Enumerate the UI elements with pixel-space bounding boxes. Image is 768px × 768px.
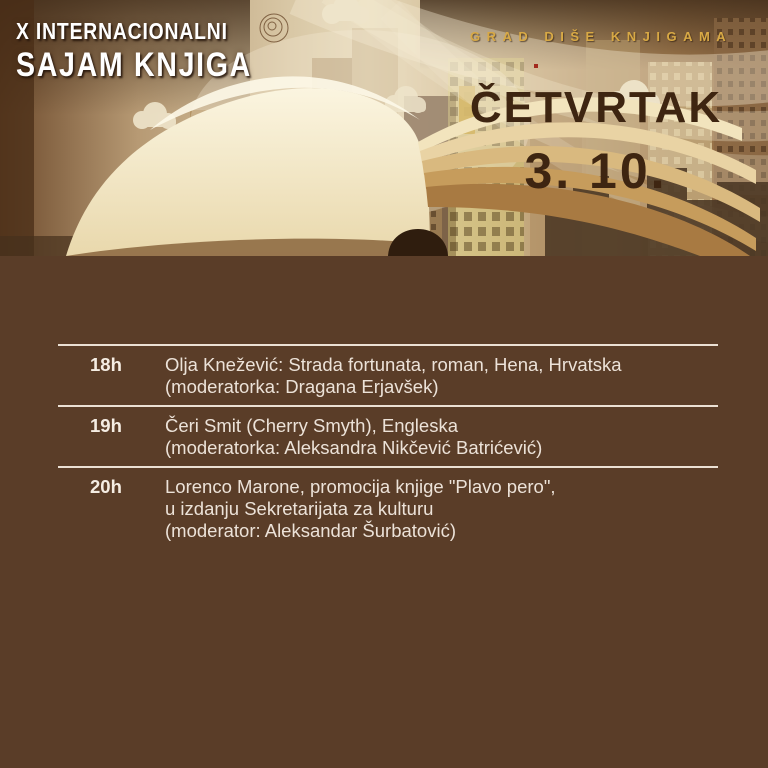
- event-time: 20h: [90, 476, 122, 497]
- event-time: 18h: [90, 354, 122, 375]
- fair-title-line2: SAJAM KNJIGA: [16, 46, 252, 84]
- event-row-19h: [58, 405, 718, 466]
- event-line: Čeri Smit (Cherry Smyth), Engleska: [165, 415, 458, 436]
- event-moderator-line: (moderatorka: Aleksandra Nikčević Batrićević): [165, 437, 543, 458]
- event-description: [165, 354, 718, 398]
- event-row-20h: [58, 466, 718, 542]
- fair-title-line1: X INTERNACIONALNI: [16, 18, 228, 44]
- day-name: ČETVRTAK: [469, 83, 723, 132]
- event-description: [165, 476, 718, 542]
- spiral-doodle: [260, 14, 288, 42]
- header-banner: [0, 0, 768, 256]
- event-row-18h: [58, 344, 718, 405]
- event-line: u izdanju Sekretarijata za kulturu: [165, 498, 434, 519]
- event-description: [165, 415, 718, 459]
- event-moderator-line: (moderatorka: Dragana Erjavšek): [165, 376, 439, 397]
- event-moderator-line: (moderator: Aleksandar Šurbatović): [165, 520, 456, 541]
- event-schedule: [58, 344, 718, 542]
- event-line: Lorenco Marone, promocija knjige "Plavo pero",: [165, 476, 556, 497]
- tagline: GRAD DIŠE KNJIGAMA: [470, 29, 733, 44]
- day-date: 3. 10.: [524, 143, 668, 199]
- event-line: Olja Knežević: Strada fortunata, roman, Hena, Hrvatska: [165, 354, 622, 375]
- event-time: 19h: [90, 415, 122, 436]
- day-block: [448, 83, 744, 199]
- fair-title: [16, 20, 252, 82]
